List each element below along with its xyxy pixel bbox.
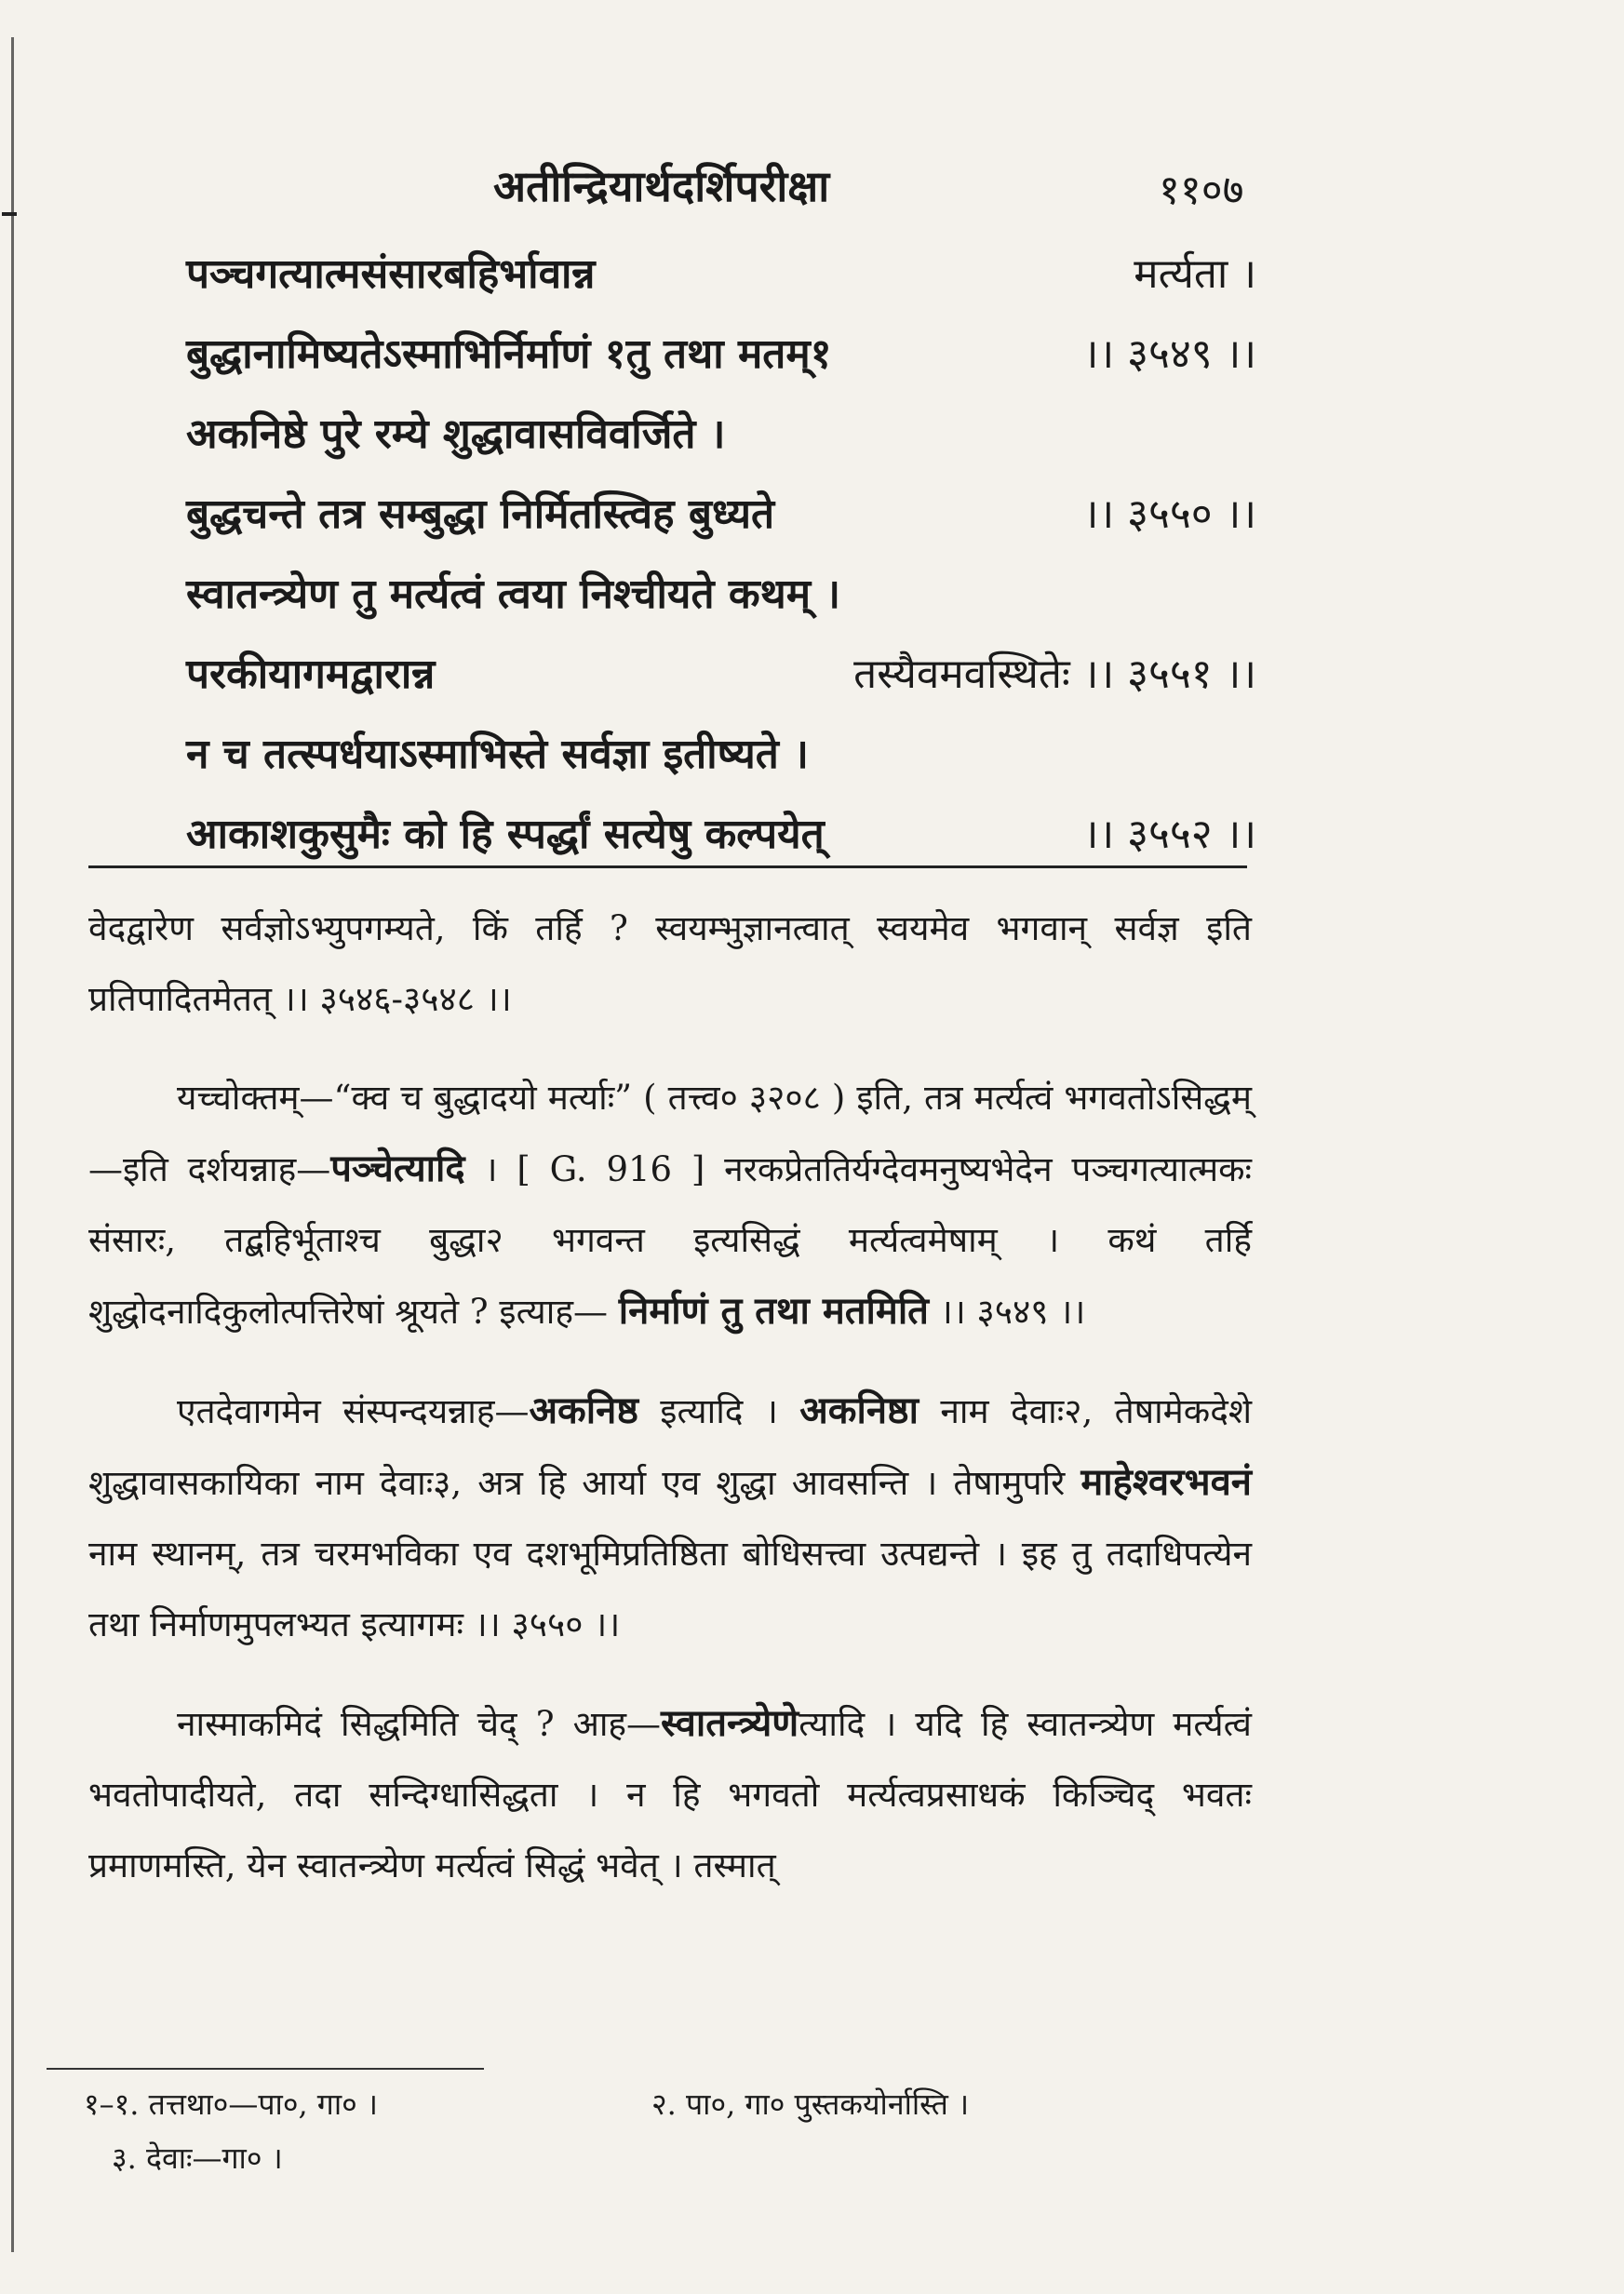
lemma: निर्माणं तु तथा मतमिति	[618, 1289, 929, 1333]
verse-commentary-divider	[88, 865, 1247, 868]
commentary-text: । [ G. 916 ] नरकप्रेततिर्यग्देवमनुष्यभेदेन पञ्चगत्यात्मकः संसारः, तद्बहिर्भूताश्च बुद्धा२ भगवन्त इत्यसिद्धं मर्त्यत्वमेषाम् । कथं तर्हि शुद्धोदनादिकुलोत्पत्तिरेषां श्रूयते ? इत्याह—	[88, 1149, 1252, 1332]
commentary-paragraph-4	[88, 1688, 1252, 1901]
verse-line	[186, 404, 1256, 484]
commentary-text: त्यादि । यदि हि स्वातन्त्र्येण मर्त्यत्वं भवतोपादीयते, तदा सन्दिग्धासिद्धता । न हि भगवतो मर्त्यत्वप्रसाधकं किञ्चिद् भवतः प्रमाणमस्ति, येन स्वातन्त्र्येण मर्त्यत्वं सिद्धं भवेत् । तस्मात्	[88, 1704, 1252, 1885]
footnote-row	[84, 2077, 1247, 2131]
verse-text: बुद्धचन्ते तत्र सम्बुद्धा निर्मितस्त्विह बुध्यते	[186, 490, 775, 538]
footnote-3: ३. देवाः—गा० ।	[112, 2140, 283, 2176]
commentary-text: यच्चोक्तम्—“क्व च बुद्धादयो मर्त्याः” ( तत्त्व० ३२०८ ) इति, तत्र मर्त्यत्वं भगवतोऽसिद्धम्—इति दर्शयन्नाह—	[88, 1078, 1252, 1189]
verse-ref: ।। ३५४९ ।।	[939, 1292, 1086, 1332]
binding-edge-line	[11, 37, 14, 2252]
verse-number: तस्यैवमवस्थितेः ।। ३५५१ ।।	[853, 651, 1256, 698]
verse-line	[186, 324, 1256, 404]
verse-text: न च तत्स्पर्धयाऽस्माभिस्ते सर्वज्ञा इतीष्यते ।	[186, 731, 809, 778]
commentary-text: एतदेवागमेन संस्पन्दयन्नाह—	[177, 1391, 530, 1431]
verse-line	[186, 484, 1256, 564]
footnote-divider	[47, 2068, 484, 2070]
verse-line	[186, 724, 1256, 804]
verse-text: बुद्धानामिष्यतेऽस्माभिर्निर्माणं १तु तथा मतम्१	[186, 330, 832, 378]
page-number: ११०७	[1159, 167, 1244, 214]
commentary-text: वेदद्वारेण सर्वज्ञोऽभ्युपगम्यते, किं तर्हि ? स्वयम्भुज्ञानत्वात् स्वयमेव भगवान् सर्वज्ञ इति प्रतिपादितमेतत् ।। ३५४६-३५४८ ।।	[88, 908, 1252, 1019]
lemma: पञ्चेत्यादि	[330, 1147, 465, 1190]
verse-text: अकनिष्ठे पुरे रम्ये शुद्धावासविवर्जिते ।	[186, 410, 726, 458]
verse-text: आकाशकुसुमैः को हि स्पर्द्धां सत्येषु कल्पयेत्	[186, 811, 825, 858]
verse-end: मर्त्यता ।	[1134, 250, 1256, 298]
verse-text: परकीयागमद्वारान्न	[186, 651, 436, 698]
verse-line	[186, 564, 1256, 644]
verse-text: पञ्चगत्यात्मसंसारबहिर्भावान्न	[186, 250, 596, 298]
commentary-block	[88, 893, 1252, 1929]
footnote-2: २. पा०, गा० पुस्तकयोर्नास्ति ।	[651, 2086, 970, 2122]
commentary-paragraph-3	[88, 1375, 1252, 1660]
verse-line	[186, 804, 1256, 884]
commentary-paragraph-1	[88, 893, 1252, 1035]
commentary-text: नाम स्थानम्, तत्र चरमभविका एव दशभूमिप्रतिष्ठिता बोधिसत्त्वा उत्पद्यन्ते । इह तु तदाधिपत्येन तथा निर्माणमुपलभ्यत इत्यागमः ।। ३५५० ।।	[88, 1534, 1252, 1644]
footnote-1: १–१. तत्तथा०—पा०, गा० ।	[84, 2086, 379, 2122]
commentary-text: इत्यादि ।	[660, 1391, 778, 1431]
verse-line	[186, 644, 1256, 724]
commentary-text: नास्माकमिदं सिद्धमिति चेद् ? आह—	[177, 1704, 662, 1744]
lemma: स्वातन्त्र्येणे	[661, 1701, 799, 1745]
page-header	[0, 156, 1624, 221]
running-title: अतीन्द्रियार्थदर्शिपरीक्षा	[493, 161, 830, 211]
verse-number: ।। ३५५२ ।।	[1082, 811, 1256, 858]
lemma: अकनिष्ठा	[799, 1388, 919, 1432]
verse-block	[186, 244, 1256, 884]
commentary-text: नाम देवाः२, तेषामेकदेशे शुद्धावासकायिका नाम देवाः३, अत्र हि आर्या एव शुद्धा आवसन्ति । तेषामुपरि	[88, 1391, 1253, 1503]
footnotes	[84, 2077, 1247, 2185]
lemma: अकनिष्ठ	[529, 1388, 638, 1432]
commentary-paragraph-2	[88, 1063, 1252, 1348]
verse-number: ।। ३५४९ ।।	[1082, 330, 1256, 378]
verse-text: स्वातन्त्र्येण तु मर्त्यत्वं त्वया निश्चीयते कथम् ।	[186, 570, 841, 618]
verse-number: ।। ३५५० ।।	[1082, 490, 1256, 538]
lemma: माहेश्वरभवनं	[1080, 1460, 1253, 1504]
verse-line	[186, 244, 1256, 324]
